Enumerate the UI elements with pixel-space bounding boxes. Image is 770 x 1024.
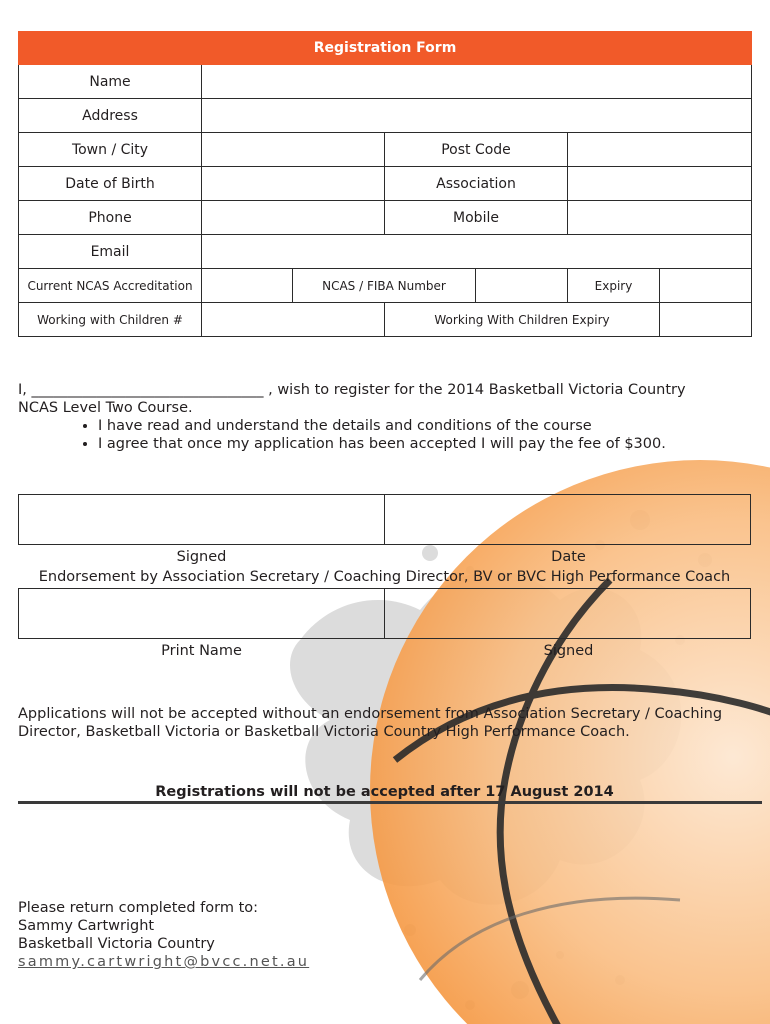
endorsement-row <box>18 588 751 639</box>
declaration-line-1: I, ________________________________ , wish to register for the 2014 Basketball Victoria Country <box>18 382 686 398</box>
endorser-signed-caption: Signed <box>543 643 594 659</box>
phone-label: Phone <box>19 201 202 235</box>
endorsement-heading: Endorsement by Association Secretary / Coaching Director, BV or BVC High Performance Coach <box>38 569 731 585</box>
email-label: Email <box>19 235 202 269</box>
deadline-notice: Registrations will not be accepted after 17 August 2014 <box>155 784 614 800</box>
print-name-caption: Print Name <box>161 643 242 659</box>
current-ncas-field[interactable] <box>202 269 293 303</box>
wwc-number-label: Working with Children # <box>19 303 202 337</box>
registration-form-table <box>18 31 752 337</box>
mobile-label: Mobile <box>385 201 568 235</box>
return-address <box>18 899 309 971</box>
endorser-signature-box[interactable] <box>385 589 750 638</box>
date-of-birth-label: Date of Birth <box>19 167 202 201</box>
print-name-box[interactable] <box>19 589 385 638</box>
return-intro: Please return completed form to: <box>18 900 259 916</box>
signature-date-row <box>18 494 751 545</box>
declaration <box>18 381 758 453</box>
address-label: Address <box>19 99 202 133</box>
form-header: Registration Form <box>19 32 752 65</box>
signed-caption: Signed <box>176 549 227 565</box>
endorsement-notice: Applications will not be accepted without an endorsement from Association Secretary / Coaching Director, Basketball Victoria or Basketball Victoria Country High Performance Coach. <box>18 706 723 740</box>
ncas-fiba-label: NCAS / FIBA Number <box>293 269 476 303</box>
wwc-expiry-label: Working With Children Expiry <box>385 303 660 337</box>
applicant-signature-box[interactable] <box>19 495 385 544</box>
phone-field[interactable] <box>202 201 385 235</box>
wwc-expiry-field[interactable] <box>660 303 752 337</box>
post-code-field[interactable] <box>568 133 752 167</box>
town-city-label: Town / City <box>19 133 202 167</box>
expiry-label: Expiry <box>568 269 660 303</box>
return-name: Sammy Cartwright <box>18 918 155 934</box>
return-org: Basketball Victoria Country <box>18 936 215 952</box>
mobile-field[interactable] <box>568 201 752 235</box>
current-ncas-label: Current NCAS Accreditation <box>19 269 202 303</box>
date-of-birth-field[interactable] <box>202 167 385 201</box>
post-code-label: Post Code <box>385 133 568 167</box>
wwc-number-field[interactable] <box>202 303 385 337</box>
declaration-bullets <box>18 417 758 453</box>
association-label: Association <box>385 167 568 201</box>
return-email-link[interactable]: sammy.cartwright@bvcc.net.au <box>18 954 310 970</box>
town-city-field[interactable] <box>202 133 385 167</box>
date-caption: Date <box>551 549 586 565</box>
ncas-fiba-field[interactable] <box>476 269 568 303</box>
declaration-bullet-2: • I agree that once my application has been accepted I will pay the fee of $300. <box>98 435 758 453</box>
email-field[interactable] <box>202 235 752 269</box>
address-field[interactable] <box>202 99 752 133</box>
expiry-field[interactable] <box>660 269 752 303</box>
association-field[interactable] <box>568 167 752 201</box>
divider-rule <box>18 801 762 804</box>
name-label: Name <box>19 65 202 99</box>
declaration-line-2: NCAS Level Two Course. <box>18 400 193 416</box>
declaration-bullet-1: • I have read and understand the details and conditions of the course <box>98 417 758 435</box>
date-box[interactable] <box>385 495 750 544</box>
name-field[interactable] <box>202 65 752 99</box>
